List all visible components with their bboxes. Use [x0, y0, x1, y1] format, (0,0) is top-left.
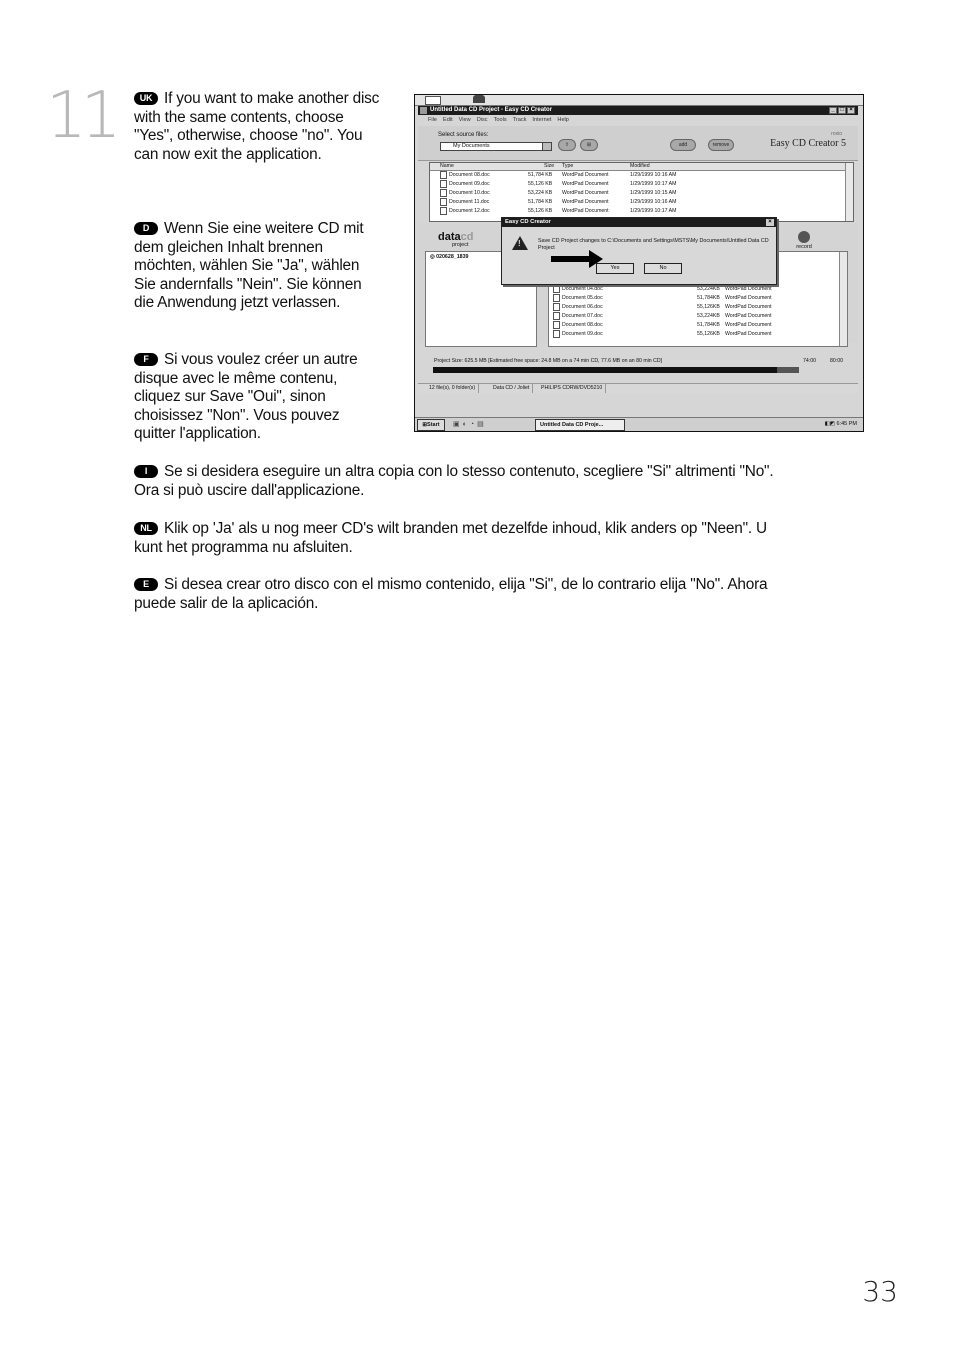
- status-file-count: 12 file(s), 0 folder(s): [426, 384, 479, 393]
- clock: [825, 418, 857, 431]
- menu-edit[interactable]: Edit: [443, 117, 453, 123]
- file-size: 53,224KB: [697, 313, 720, 319]
- file-row[interactable]: [430, 189, 853, 198]
- list-item[interactable]: [549, 294, 847, 303]
- instruction-de: [134, 220, 372, 313]
- folder-up-button[interactable]: ⇧: [558, 139, 576, 151]
- clock-time: 6:45 PM: [836, 421, 857, 427]
- logo-sub: project: [452, 242, 469, 248]
- status-format: Data CD / Joliet: [490, 384, 533, 393]
- file-name: Document 09.doc: [562, 331, 603, 337]
- file-size: 53,224KB: [697, 286, 720, 292]
- file-type: WordPad Document: [725, 295, 772, 301]
- file-size: 51,784KB: [697, 322, 720, 328]
- document-icon: [440, 207, 447, 215]
- pointer-arrow: [551, 256, 591, 262]
- pointer-arrowhead: [589, 250, 603, 268]
- source-select[interactable]: [440, 142, 552, 151]
- file-size: 51,784 KB: [528, 172, 553, 178]
- app-icon: [420, 107, 427, 114]
- close-button[interactable]: ×: [847, 107, 855, 114]
- file-size: 51,784 KB: [528, 199, 553, 205]
- source-label: Select source files:: [438, 132, 489, 138]
- file-name: Document 10.doc: [449, 190, 490, 196]
- file-size: 53,224 KB: [528, 190, 553, 196]
- document-icon: [440, 180, 447, 188]
- file-size: 51,784KB: [697, 295, 720, 301]
- language-badge-de: D: [134, 222, 158, 235]
- list-item[interactable]: [549, 321, 847, 330]
- language-badge-nl: NL: [134, 522, 158, 535]
- file-type: WordPad Document: [562, 199, 609, 205]
- tray-icons: ◧◩: [824, 421, 837, 427]
- list-item[interactable]: [549, 303, 847, 312]
- column-type[interactable]: Type: [562, 163, 574, 169]
- taskbar: [415, 417, 863, 432]
- language-badge-uk: UK: [134, 92, 158, 105]
- file-name: Document 07.doc: [562, 313, 603, 319]
- capacity-bar: [433, 367, 799, 373]
- record-button[interactable]: [791, 231, 817, 250]
- language-badge-es: E: [134, 578, 158, 591]
- instruction-text-de: Wenn Sie eine weitere CD mit dem gleichen Inhalt brennen möchten, wählen Sie "Ja", wählen Sie andernfalls "Nein". Sie können die Anwendung jetzt verlassen.: [134, 220, 364, 312]
- file-type: WordPad Document: [725, 322, 772, 328]
- file-type: WordPad Document: [725, 286, 772, 292]
- status-drive: PHILIPS CDRW/DVD5210: [538, 384, 606, 393]
- dialog-title: Easy CD Creator: [505, 219, 551, 225]
- instruction-fr: [134, 351, 384, 444]
- language-badge-fr: F: [134, 353, 158, 366]
- warning-icon: !: [512, 236, 528, 250]
- save-dialog: [501, 217, 777, 285]
- project-list-scrollbar[interactable]: [839, 252, 847, 346]
- minimize-button[interactable]: _: [829, 107, 837, 114]
- instruction-text-uk: If you want to make another disc with the same contents, choose "Yes", otherwise, choose "no". You can now exit the application.: [134, 90, 380, 163]
- list-item[interactable]: [549, 285, 847, 294]
- file-name: Document 09.doc: [449, 181, 490, 187]
- instruction-text-fr: Si vous voulez créer un autre disque avec le même contenu, cliquez sur Save "Oui", sinon choisissez "Non". Vous pouvez quitter l'application.: [134, 351, 358, 443]
- file-type: WordPad Document: [725, 313, 772, 319]
- instruction-text-es: Si desea crear otro disco con el mismo contenido, elija "Si", de lo contrario elija "No". Ahora puede salir de la aplicación.: [134, 576, 768, 612]
- column-name[interactable]: Name: [440, 163, 454, 169]
- menu-disc[interactable]: Disc: [476, 117, 488, 123]
- document-icon: [553, 312, 560, 320]
- windows-icon: ⊞: [422, 422, 428, 428]
- chevron-down-icon[interactable]: [542, 143, 551, 150]
- instruction-uk: [134, 90, 384, 164]
- file-row[interactable]: [430, 171, 853, 180]
- add-button[interactable]: add: [670, 139, 696, 151]
- project-size: Project Size: 625.5 MB [Estimated free space: 24.8 MB on a 74 min CD, 77.6 MB on an 80 min CD]: [434, 358, 663, 364]
- list-item[interactable]: [549, 330, 847, 339]
- document-icon: [553, 285, 560, 293]
- record-icon: [798, 231, 810, 243]
- column-modified[interactable]: Modified: [630, 163, 650, 169]
- file-type: WordPad Document: [725, 304, 772, 310]
- brand-logo: [770, 131, 846, 149]
- file-list-scrollbar[interactable]: [845, 163, 853, 221]
- instruction-text-nl: Klik op 'Ja' als u nog meer CD's wilt branden met dezelfde inhoud, klik anders op "Neen". U kunt het programma nu afsluiten.: [134, 520, 767, 556]
- file-modified: 1/29/1999 10:17 AM: [630, 208, 677, 214]
- file-size: 55,126KB: [697, 331, 720, 337]
- document-icon: [553, 330, 560, 338]
- capacity-74: 74:00: [803, 358, 816, 364]
- document-icon: [553, 294, 560, 302]
- file-name: Document 05.doc: [562, 295, 603, 301]
- instruction-text-it: Se si desidera eseguire un altra copia con lo stesso contenuto, scegliere "Si" altrimenti "No". Ora si può uscire dall'applicazione.: [134, 463, 774, 499]
- cd-icon: ◎: [430, 254, 437, 260]
- window-title: Untitled Data CD Project - Easy CD Creator: [430, 107, 553, 113]
- start-label: Start: [427, 422, 440, 428]
- file-modified: 1/29/1999 10:15 AM: [630, 190, 677, 196]
- maximize-button[interactable]: □: [838, 107, 846, 114]
- file-type: WordPad Document: [562, 172, 609, 178]
- file-modified: 1/29/1999 10:16 AM: [630, 199, 677, 205]
- list-item[interactable]: [549, 312, 847, 321]
- window-titlebar: [418, 106, 858, 115]
- file-name: Document 06.doc: [562, 304, 603, 310]
- file-type: WordPad Document: [562, 190, 609, 196]
- file-modified: 1/29/1999 10:16 AM: [630, 172, 677, 178]
- file-name: Document 04.doc: [562, 286, 603, 292]
- menu-help[interactable]: Help: [557, 117, 569, 123]
- capacity-fill: [433, 367, 777, 373]
- start-button[interactable]: [417, 419, 445, 431]
- file-row[interactable]: [430, 207, 853, 216]
- document-icon: [440, 189, 447, 197]
- remove-button[interactable]: remove: [708, 139, 734, 151]
- file-row[interactable]: [430, 198, 853, 207]
- dialog-close-button[interactable]: ×: [766, 219, 774, 226]
- file-modified: 1/29/1999 10:17 AM: [630, 181, 677, 187]
- menu-view[interactable]: View: [458, 117, 471, 123]
- file-name: Document 08.doc: [449, 172, 490, 178]
- file-size: 55,126 KB: [528, 181, 553, 187]
- file-list-header: [430, 163, 853, 171]
- menu-tools[interactable]: Tools: [493, 117, 507, 123]
- source-file-list: [429, 162, 854, 222]
- file-name: Document 12.doc: [449, 208, 490, 214]
- brand-name: Easy CD Creator 5: [770, 138, 846, 149]
- data-project-logo: [438, 231, 474, 248]
- dialog-titlebar: [502, 218, 776, 227]
- document-icon: [553, 303, 560, 311]
- file-type: WordPad Document: [725, 331, 772, 337]
- instruction-es: [134, 576, 784, 613]
- menu-file[interactable]: File: [428, 117, 438, 123]
- window-controls: [829, 107, 855, 114]
- column-size[interactable]: Size: [544, 163, 555, 169]
- file-name: Document 11.doc: [449, 199, 490, 205]
- language-badge-it: I: [134, 465, 158, 478]
- app-screenshot: [414, 94, 864, 432]
- menu-internet[interactable]: Internet: [532, 117, 552, 123]
- no-button[interactable]: No: [644, 263, 682, 274]
- status-bar: [418, 383, 858, 393]
- file-type: WordPad Document: [562, 181, 609, 187]
- brand-small: roxio: [831, 131, 842, 137]
- taskbar-item-label: Untitled Data CD Proje...: [540, 422, 604, 428]
- file-type: WordPad Document: [562, 208, 609, 214]
- page-number: 33: [862, 1275, 898, 1308]
- desktop-icon: [473, 95, 485, 103]
- logo-data: data: [438, 231, 461, 243]
- tree-item[interactable]: 020628_1839: [436, 254, 469, 260]
- desktop-field: [425, 96, 441, 105]
- logo-cd: cd: [460, 231, 474, 243]
- instruction-it: [134, 463, 774, 500]
- file-size: 55,126KB: [697, 304, 720, 310]
- instruction-nl: [134, 520, 794, 557]
- step-number: 11: [46, 79, 116, 153]
- menu-bar: [418, 116, 858, 125]
- file-row[interactable]: [430, 180, 853, 189]
- taskbar-item[interactable]: [535, 419, 625, 431]
- document-icon: [553, 321, 560, 329]
- quick-launch-icons[interactable]: ▣◐◔▤: [453, 421, 487, 428]
- file-name: Document 08.doc: [562, 322, 603, 328]
- source-value: My Documents: [453, 143, 490, 149]
- file-size: 55,126 KB: [528, 208, 553, 214]
- new-folder-button[interactable]: ⊞: [580, 139, 598, 151]
- desktop-strip: [415, 95, 863, 106]
- menu-track[interactable]: Track: [512, 117, 527, 123]
- capacity-80: 80:00: [830, 358, 843, 364]
- source-toolbar: [418, 126, 858, 161]
- document-icon: [440, 198, 447, 206]
- yes-button[interactable]: Yes: [596, 263, 634, 274]
- record-label: record: [796, 244, 812, 250]
- dialog-message: Save CD Project changes to C:\Documents and Settings\MSTS\My Documents\Untitled Data CD Project: [538, 238, 769, 251]
- document-icon: [440, 171, 447, 179]
